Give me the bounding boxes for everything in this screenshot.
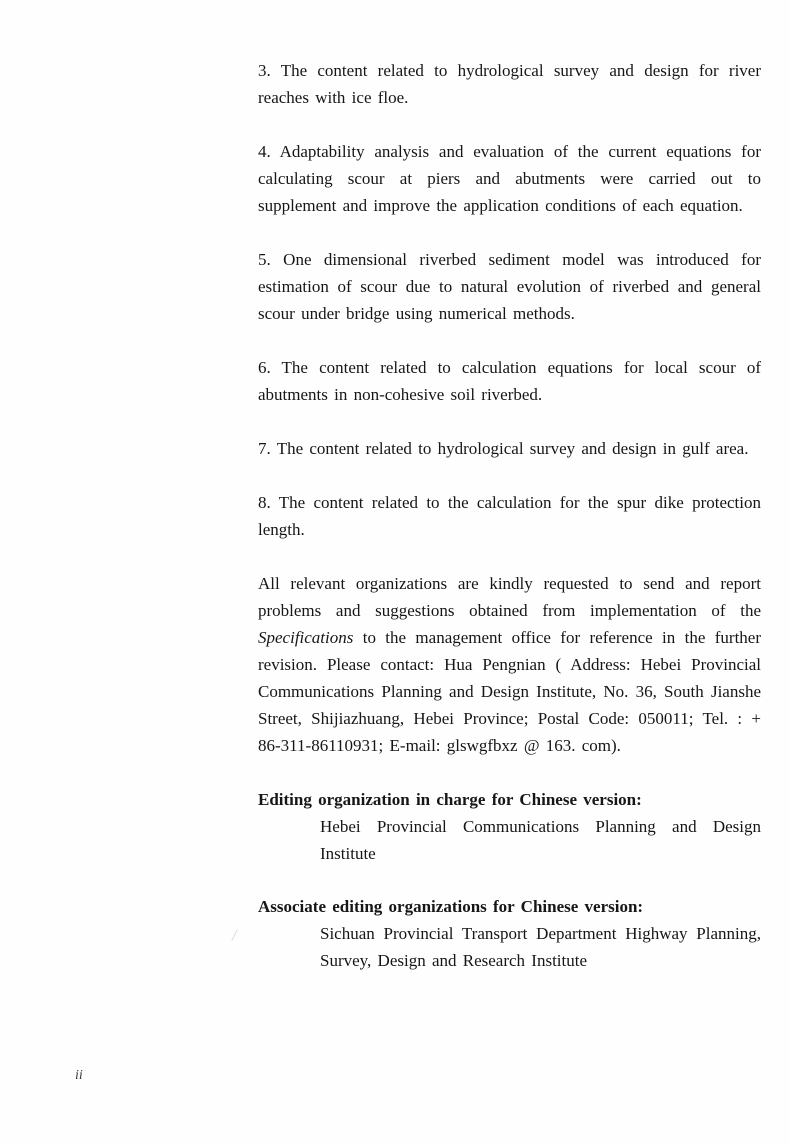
page-number: ii	[75, 1068, 83, 1083]
contact-paragraph	[258, 570, 761, 759]
numbered-paragraph-4: 4. Adaptability analysis and evaluation of the current equations for calculating scour at piers and abutments were carried out to supplement and improve the application conditions of each equation.	[258, 142, 761, 215]
contact-text-after: to the management office for reference in the further revision. Please contact: Hua Pengnian ( Address: Hebei Provincial Communications Planning and Design Institute, No. 36, South Jianshe Street, Shijiazhuang, Hebei Province; Postal Code: 050011; Tel. : + 86-311-86110931; E-mail: glswgfbxz @ 163. com).	[258, 628, 761, 755]
numbered-paragraph-3: 3. The content related to hydrological survey and design for river reaches with ice floe.	[258, 61, 761, 107]
numbered-paragraph-6: 6. The content related to calculation equations for local scour of abutments in non-cohesive soil riverbed.	[258, 358, 761, 404]
contact-text-before: All relevant organizations are kindly requested to send and report problems and suggestions obtained from implementation of the	[258, 574, 761, 620]
numbered-paragraph-7: 7. The content related to hydrological survey and design in gulf area.	[258, 439, 749, 458]
specifications-title-italic: Specifications	[258, 628, 354, 647]
associate-editing-section	[258, 893, 761, 974]
editing-organization-body: Hebei Provincial Communications Planning and Design Institute	[320, 817, 761, 863]
text-block	[258, 57, 761, 1000]
editing-organization-heading: Editing organization in charge for Chinese version:	[258, 790, 642, 809]
editing-organization-section	[258, 786, 761, 867]
scan-artifact: /	[230, 924, 239, 946]
associate-editing-heading: Associate editing organizations for Chinese version:	[258, 897, 644, 916]
associate-editing-body: Sichuan Provincial Transport Department Highway Planning, Survey, Design and Research Institute	[320, 924, 761, 970]
numbered-paragraph-8: 8. The content related to the calculation for the spur dike protection length.	[258, 493, 761, 539]
numbered-paragraph-5: 5. One dimensional riverbed sediment model was introduced for estimation of scour due to natural evolution of riverbed and general scour under bridge using numerical methods.	[258, 250, 761, 323]
